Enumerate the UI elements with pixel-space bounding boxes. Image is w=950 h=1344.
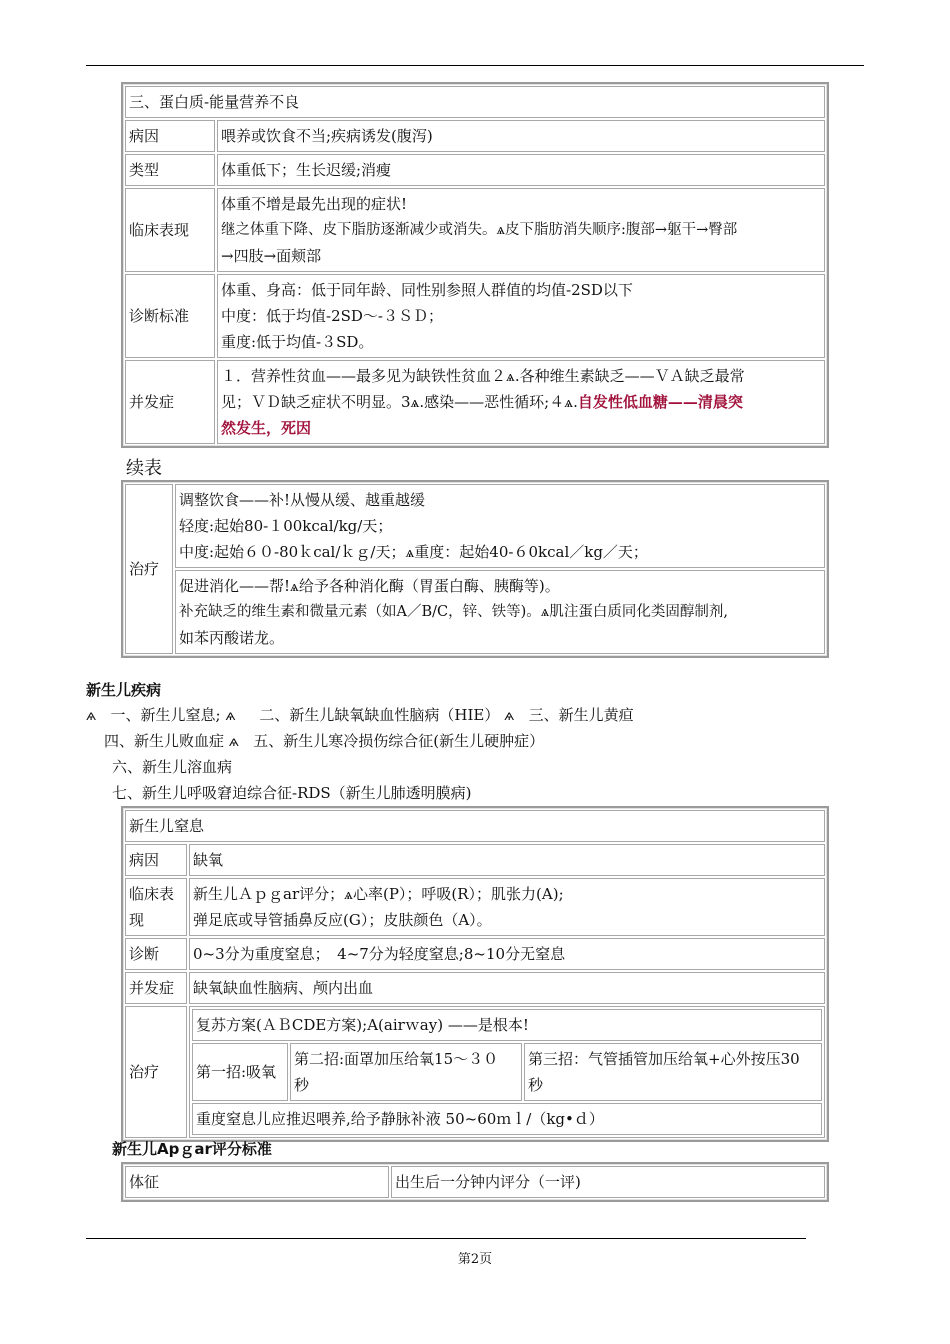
row-label: 并发症 — [125, 360, 215, 444]
text-segment: 见；ＶＤ缺乏症状不明显。3ѧ.感染——恶性循环;４ѧ. — [221, 393, 578, 411]
text-line: →四肢→面颊部 — [221, 247, 322, 265]
text-line: 中度:起始６０-80ｋcal/ｋｇ/天；ѧ重度：起始40-６0kcal／kg／天； — [179, 543, 648, 561]
row-label: 并发症 — [125, 972, 187, 1004]
table-row — [192, 1043, 822, 1101]
list-item: 三、新生儿黄疸 — [528, 706, 634, 724]
text-line: 促进消化——帮!ѧ给予各种消化酶（胃蛋白酶、胰酶等)。 — [179, 577, 560, 595]
table-row — [192, 1103, 822, 1135]
text-line: 新生儿Ａｐｇar评分；ѧ心率(P）；呼吸(R）；肌张力(A); — [193, 885, 564, 903]
list-item: 四、新生儿败血症 — [104, 732, 225, 750]
list-item: 五、新生儿寒冷损伤综合征(新生儿硬肿症） — [253, 732, 545, 750]
table-title: 三、蛋白质-能量营养不良 — [125, 86, 825, 118]
treatment-table — [121, 480, 829, 658]
apgar-table — [121, 1162, 829, 1202]
header-rule — [86, 65, 864, 66]
text-line: 第二招:面罩加压给氧15～３０ — [294, 1050, 499, 1068]
row-value — [189, 1006, 825, 1138]
row-label: 治疗 — [125, 484, 173, 654]
highlight-text: 自发性低血糖——清晨突 — [577, 393, 743, 411]
table-row — [125, 844, 825, 876]
bullet-icon: ѧ — [228, 735, 239, 750]
text-line: 弹足底或导管插鼻反应(G）；皮肤颜色（A）。 — [193, 911, 492, 929]
text-line: 如苯丙酸诺龙。 — [179, 629, 285, 647]
column-header: 体征 — [125, 1166, 389, 1198]
table-row — [125, 938, 825, 970]
disease-list-line — [104, 730, 544, 751]
table-row — [125, 1006, 825, 1138]
table-row — [125, 1166, 825, 1198]
row-value — [217, 360, 825, 444]
section-title: 新生儿疾病 — [86, 681, 162, 699]
row-value: 体重低下；生长迟缓;消瘦 — [217, 154, 825, 186]
text-line — [221, 389, 821, 415]
row-label: 临床表现 — [125, 188, 215, 272]
row-value: 缺氧 — [189, 844, 825, 876]
list-item: 二、新生儿缺氧缺血性脑病（HIE） — [259, 706, 500, 724]
row-value — [189, 878, 825, 936]
treatment-step: 第一招:吸氧 — [192, 1043, 288, 1101]
row-value — [175, 484, 825, 568]
row-label — [125, 878, 187, 936]
row-label: 治疗 — [125, 1006, 187, 1138]
table-row — [125, 972, 825, 1004]
label-line: 临床表 — [129, 885, 175, 903]
footer-rule — [86, 1238, 806, 1239]
list-item: 七、新生儿呼吸窘迫综合征-RDS（新生儿肺透明膜病) — [112, 784, 472, 802]
text-line: 重度:低于均值-３SD。 — [221, 333, 374, 351]
highlight-text: 然发生，死因 — [221, 419, 312, 437]
continued-label: 续表 — [126, 458, 162, 479]
malnutrition-table — [121, 82, 829, 448]
treatment-step — [290, 1043, 522, 1101]
apgar-title: 新生儿Apｇar评分标准 — [112, 1140, 272, 1158]
column-header: 出生后一分钟内评分（一评) — [391, 1166, 825, 1198]
text-line: 中度：低于均值-2SD～-３ＳＤ； — [221, 307, 443, 325]
treatment-summary: 复苏方案(ＡＢCDE方案);A(airｗay) ——是根本! — [192, 1009, 822, 1041]
label-line: 现 — [129, 911, 145, 929]
treatment-note: 重度窒息儿应推迟喂养,给予静脉补液 50~60ｍｌ/（kg•ｄ） — [192, 1103, 822, 1135]
row-value: 0~3分为重度窒息； 4~7分为轻度窒息;8~10分无窒息 — [189, 938, 825, 970]
table-row — [125, 120, 825, 152]
table-row — [125, 484, 825, 568]
row-label: 诊断标准 — [125, 274, 215, 358]
table-row — [125, 86, 825, 118]
text-line: 秒 — [528, 1076, 544, 1094]
text-line: 继之体重下降、皮下脂肪逐渐减少或消失。ѧ皮下脂肪消失顺序:腹部→躯干→臀部 — [221, 222, 738, 238]
table-row — [125, 274, 825, 358]
bullet-icon: ѧ — [504, 709, 515, 724]
bullet-icon: ѧ — [225, 709, 236, 724]
table-title: 新生儿窒息 — [125, 810, 825, 842]
text-line: 秒 — [294, 1076, 310, 1094]
list-item: 一、新生儿窒息; — [110, 706, 221, 724]
disease-list-line — [86, 704, 634, 725]
treatment-step — [524, 1043, 822, 1101]
table-row — [125, 360, 825, 444]
row-label: 类型 — [125, 154, 215, 186]
text-line: １．营养性贫血——最多见为缺铁性贫血２ѧ.各种维生素缺乏——ＶＡ缺乏最常 — [221, 367, 745, 385]
text-line: 调整饮食——补!从慢从缓、越重越缓 — [179, 491, 426, 509]
text-line: 体重不增是最先出现的症状! — [221, 195, 408, 213]
table-row — [125, 810, 825, 842]
row-value — [175, 570, 825, 654]
row-value — [217, 188, 825, 272]
row-value: 喂养或饮食不当;疾病诱发(腹泻) — [217, 120, 825, 152]
row-label: 病因 — [125, 844, 187, 876]
text-line: 第三招：气管插管加压给氧+心外按压30 — [528, 1050, 800, 1068]
row-label: 病因 — [125, 120, 215, 152]
table-row — [125, 154, 825, 186]
list-item: 六、新生儿溶血病 — [112, 758, 233, 776]
asphyxia-table — [121, 806, 829, 1142]
text-line: 体重、身高：低于同年龄、同性别参照人群值的均值-2SD以下 — [221, 281, 633, 299]
table-row — [125, 188, 825, 272]
row-value — [217, 274, 825, 358]
table-row — [125, 878, 825, 936]
table-row — [192, 1009, 822, 1041]
table-row — [125, 570, 825, 654]
text-line: 补充缺乏的维生素和微量元素（如A／B/C，锌、铁等)。ѧ肌注蛋白质同化类固醇制剂, — [179, 604, 728, 620]
page-number: 第2页 — [457, 1252, 493, 1267]
text-line: 轻度:起始80-１00kcal/kg/天； — [179, 517, 393, 535]
bullet-icon: ѧ — [86, 709, 97, 724]
row-label: 诊断 — [125, 938, 187, 970]
row-value: 缺氧缺血性脑病、颅内出血 — [189, 972, 825, 1004]
